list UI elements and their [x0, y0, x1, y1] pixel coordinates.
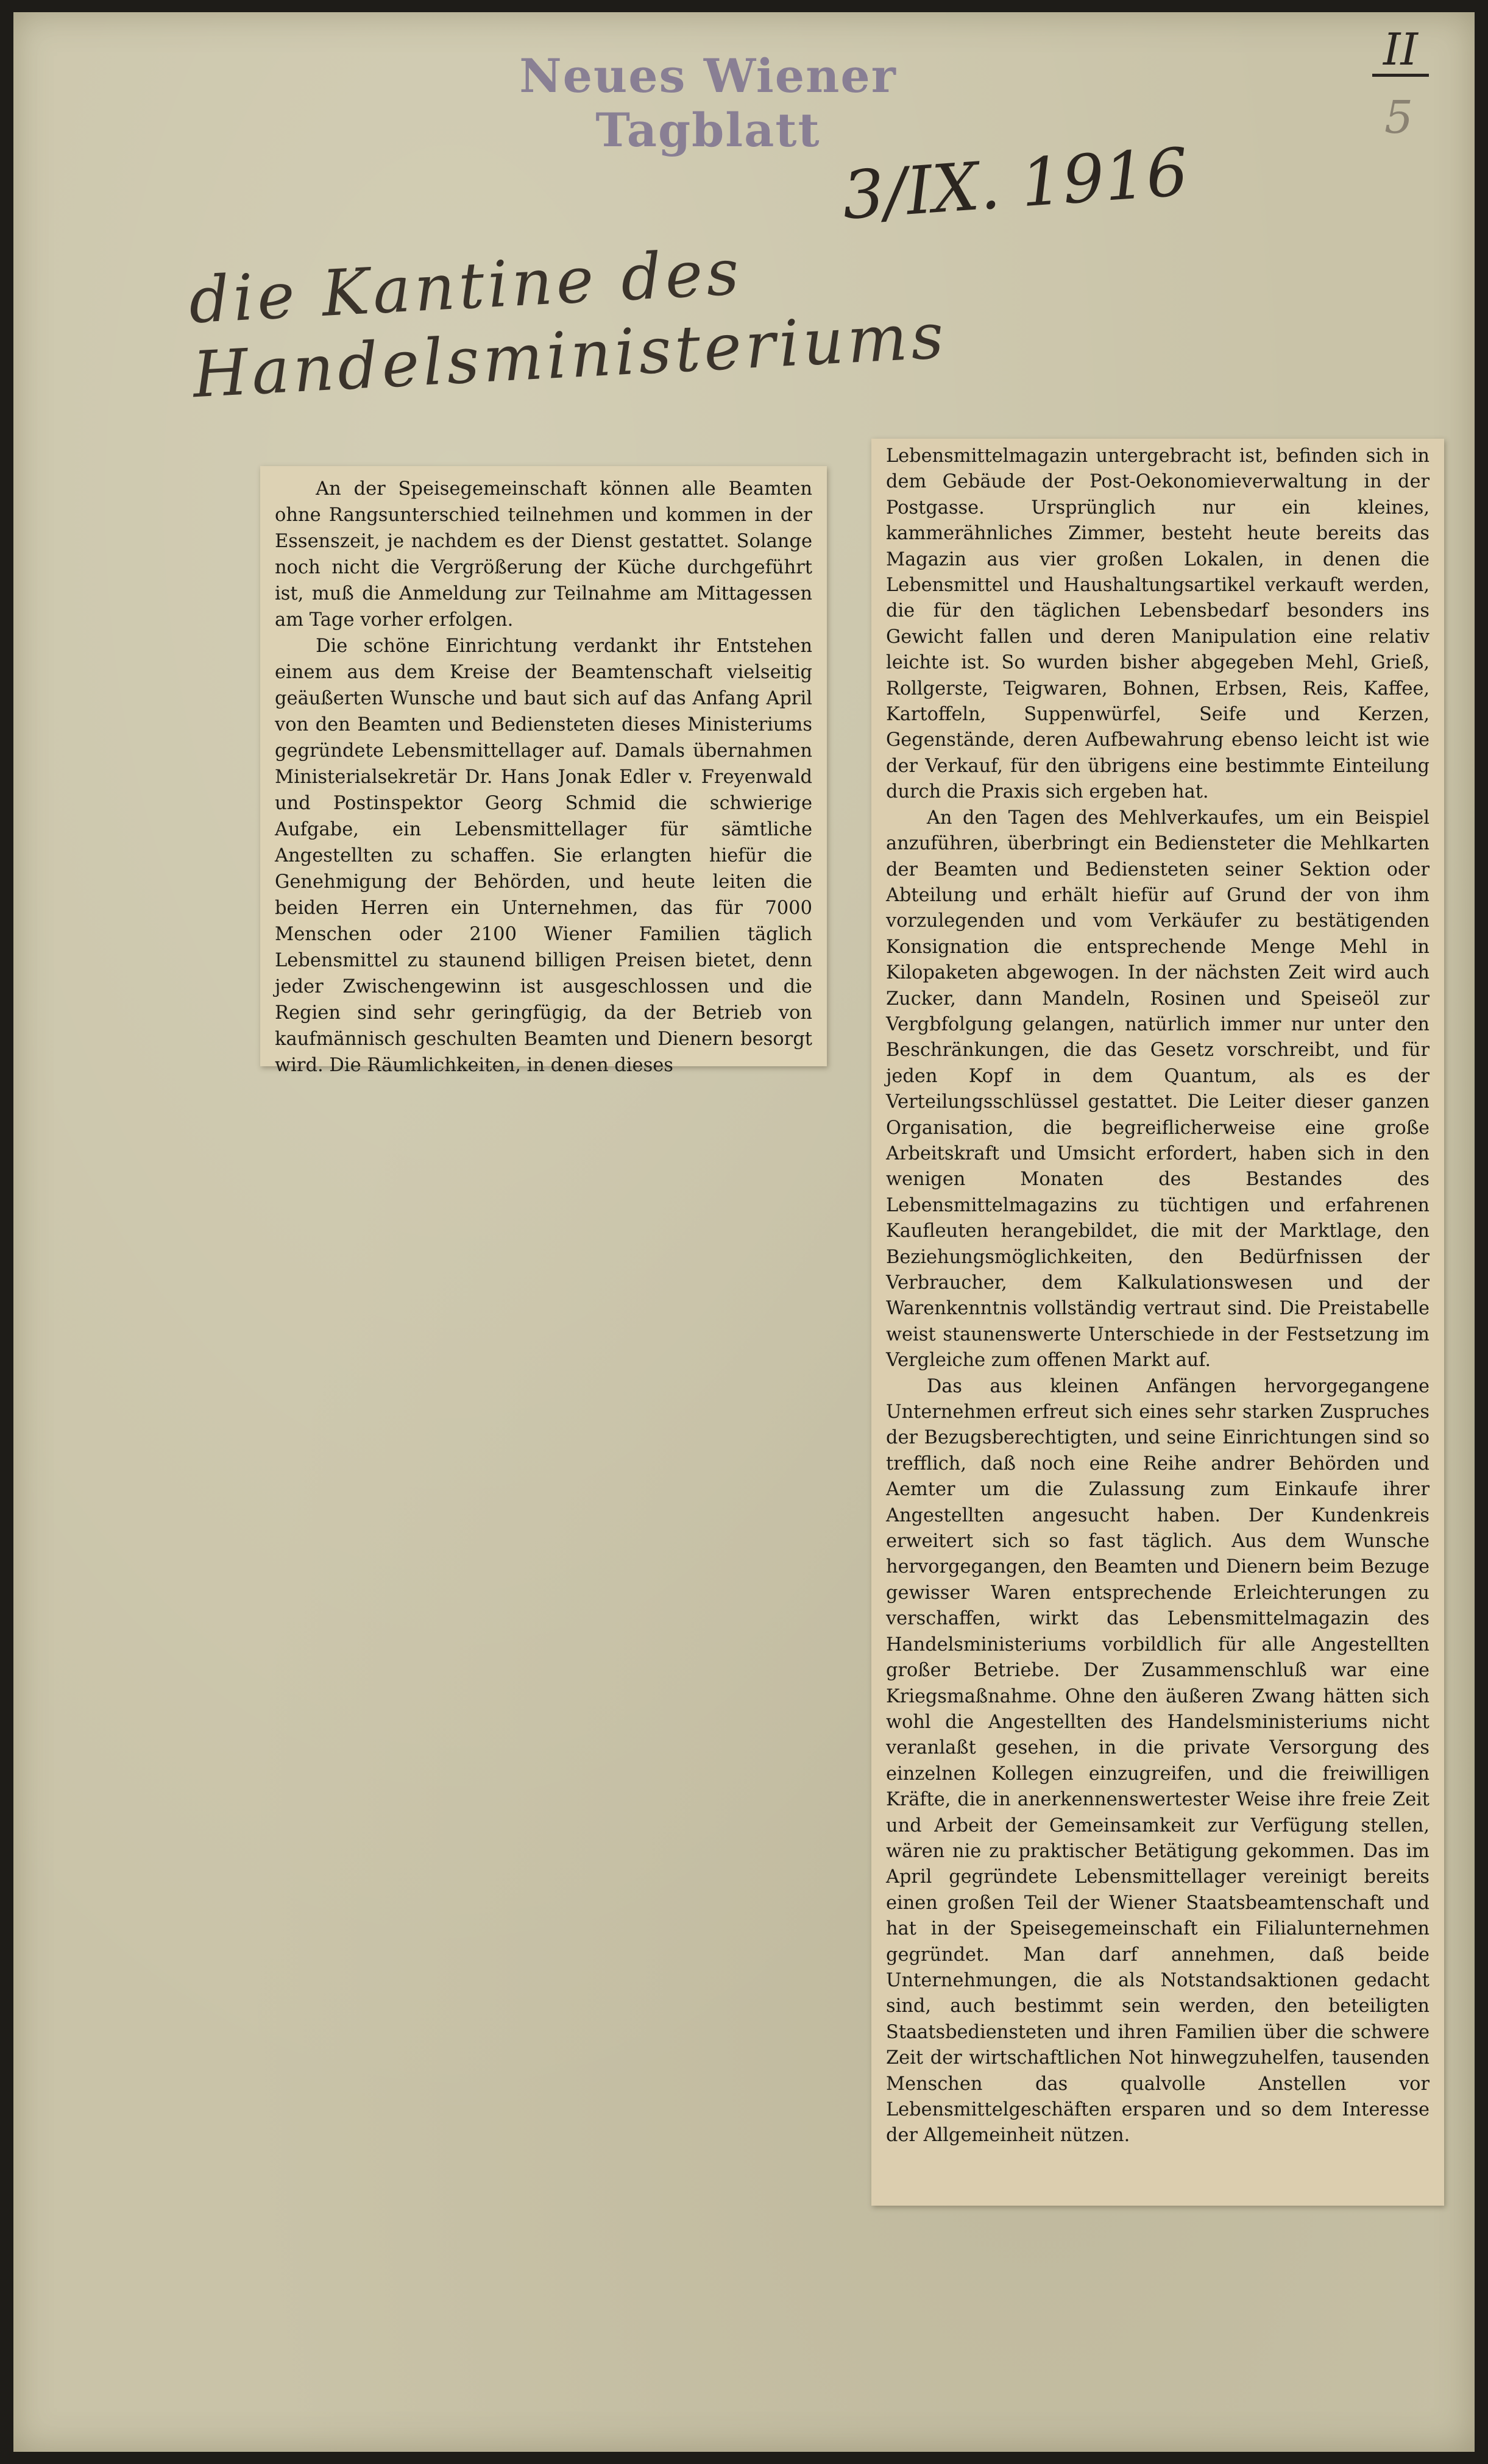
- clipping-right: [871, 439, 1444, 2206]
- paragraph: An der Speisegemeinschaft können alle Beamten ohne Rangsunterschied teilnehmen und kommen in der Essenszeit, je nachdem es der Dienst gestattet. Solange noch nicht die Vergrößerung der Küche durchgeführt ist, muß die Anmeldung zur Teilnahme am Mittagessen am Tage vorher erfolgen.: [275, 478, 812, 631]
- handwritten-title: die Kantine des Handelsministeriums: [186, 234, 949, 412]
- paragraph: An den Tagen des Mehlverkaufes, um ein Beispiel anzuführen, überbringt ein Bediensteter die Mehlkarten der Beamten und Bediensteten seiner Sektion oder Abteilung und erhält hiefür auf Grund der von ihm vorzulegenden und vom Verkäufer zu bestätigenden Konsignation die entsprechende Menge Mehl in Kilopaketen abgewogen. In der nächsten Zeit wird auch Zucker, dann Mandeln, Rosinen und Speiseöl zur Vergbfolgung gelangen, natürlich immer nur unter den Beschränkungen, die das Gesetz vorschreibt, und für jeden Kopf in dem Quantum, als es der Verteilungsschlüssel gestattet. Die Leiter dieser ganzen Organisation, die begreiflicherweise eine große Arbeitskraft und Umsicht erfordert, haben sich in den wenigen Monaten des Bestandes des Lebensmittelmagazins zu tüchtigen und erfahrenen Kaufleuten herangebildet, die mit der Marktlage, den Beziehungsmöglichkeiten, den Bedürfnissen der Verbraucher, dem Kalkulationswesen und der Warenkenntnis vollständig vertraut sind. Die Preistabelle weist staunenswerte Unterschiede in der Festsetzung im Vergleiche zum offenen Markt auf.: [886, 807, 1430, 1372]
- archive-subnumber: 5: [1384, 91, 1414, 144]
- paragraph: Lebensmittelmagazin untergebracht ist, befinden sich in dem Gebäude der Post-Oekonomieverwaltung in der Postgasse. Ursprünglich nur ein kleines, kammerähnliches Zimmer, besteht heute bereits das Magazin aus vier großen Lokalen, in denen die Lebensmittel und Haushaltungsartikel verkauft werden, die für den täglichen Lebensbedarf besonders ins Gewicht fallen und deren Manipulation eine relativ leichte ist. So wurden bisher abgegeben Mehl, Grieß, Rollgerste, Teigwaren, Bohnen, Erbsen, Reis, Kaffee, Kartoffeln, Suppenwürfel, Seife und Kerzen, Gegenstände, deren Aufbewahrung ebenso leicht ist wie der Verkauf, für den übrigens eine bestimmte Einteilung durch die Praxis sich ergeben hat.: [886, 445, 1430, 803]
- masthead-stamp: Neues Wiener Tagblatt: [519, 49, 897, 157]
- archive-number: II: [1372, 26, 1429, 77]
- paragraph: Das aus kleinen Anfängen hervorgegangene Unternehmen erfreut sich eines sehr starken Zuspruches der Bezugsberechtigten, und seine Einrichtungen sind so trefflich, daß noch eine Reihe andrer Behörden und Aemter um die Zulassung zum Einkaufe ihrer Angestellten angesucht haben. Der Kundenkreis erweitert sich so fast täglich. Aus dem Wunsche hervorgegangen, den Beamten und Dienern beim Bezuge gewisser Waren entsprechende Erleichterungen zu verschaffen, wirkt das Lebensmittelmagazin des Handelsministeriums vorbildlich für alle Angestellten großer Betriebe. Der Zusammenschluß war eine Kriegsmaßnahme. Ohne den äußeren Zwang hätten sich wohl die Angestellten des Handelsministeriums nicht veranlaßt gesehen, in die private Versorgung des einzelnen Kollegen einzugreifen, und die freiwilligen Kräfte, die in anerkennenswertester Weise ihre freie Zeit und Arbeit der Gemeinsamkeit zur Verfügung stellen, wären nie zu praktischer Betätigung gekommen. Das im April gegründete Lebensmittellager vereinigt bereits einen großen Teil der Wiener Staatsbeamtenschaft und hat in der Speisegemeinschaft ein Filialunternehmen gegründet. Man darf annehmen, daß beide Unternehmungen, die als Notstandsaktionen gedacht sind, auch bestimmt sein werden, den beteiligten Staatsbediensteten und ihren Familien über die schwere Zeit der wirtschaftlichen Not hinwegzuhelfen, tausenden Menschen das qualvolle Anstellen vor Lebensmittelgeschäften ersparen und so dem Interesse der Allgemeinheit nützen.: [886, 1375, 1430, 2147]
- paragraph: Die schöne Einrichtung verdankt ihr Entstehen einem aus dem Kreise der Beamtenschaft vielseitig geäußerten Wunsche und baut sich auf das Anfang April von den Beamten und Bediensteten dieses Ministeriums gegründete Lebensmittellager auf. Damals übernahmen Ministerialsekretär Dr. Hans Jonak Edler v. Freyenwald und Postinspektor Georg Schmid die schwierige Aufgabe, ein Lebensmittellager für sämtliche Angestellten zu schaffen. Sie erlangten hiefür die Genehmigung der Behörden, und heute leiten die beiden Herren ein Unternehmen, das für 7000 Menschen oder 2100 Wiener Familien täglich Lebensmittel zu staunend billigen Preisen bietet, denn jeder Zwischengewinn ist ausgeschlossen und die Regien sind sehr geringfügig, da der Betrieb von kaufmännisch geschulten Beamten und Dienern besorgt wird. Die Räumlichkeiten, in denen dieses: [275, 635, 812, 1076]
- archive-sheet: [13, 12, 1475, 2452]
- clipping-left: [260, 466, 827, 1076]
- handwritten-date: 3/IX. 1916: [840, 134, 1191, 235]
